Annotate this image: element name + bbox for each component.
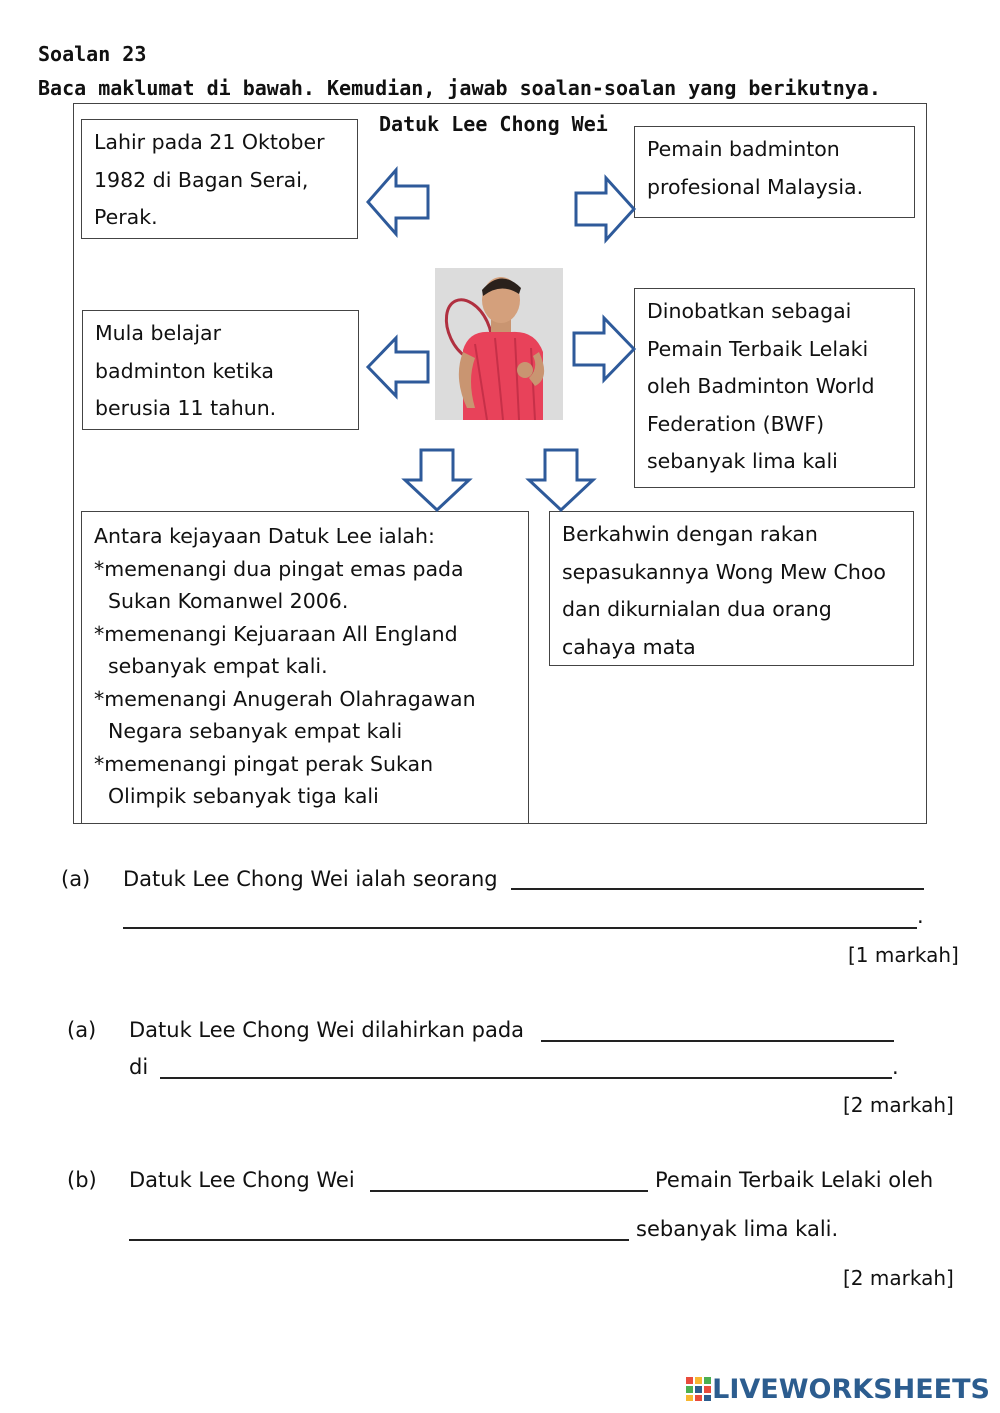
start-line: badminton ketika (95, 358, 274, 383)
answer-blank[interactable] (160, 1077, 892, 1079)
achievement-line: Sukan Komanwel 2006. (108, 589, 349, 613)
start-line: berusia 11 tahun. (95, 396, 277, 420)
diagram-title: Datuk Lee Chong Wei (376, 112, 611, 136)
profession-box (634, 126, 915, 218)
born-line: Lahir pada 21 Oktober (94, 130, 325, 154)
marks-label: [1 markah] (848, 943, 959, 967)
award-box (634, 288, 915, 488)
answer-blank[interactable] (370, 1190, 648, 1192)
marks-label: [2 markah] (843, 1266, 954, 1290)
instruction-text: Baca maklumat di bawah. Kemudian, jawab soalan-soalan yang berikutnya. (38, 76, 881, 100)
achievement-line: *memenangi pingat perak Sukan (94, 751, 434, 776)
right-arrow-icon (572, 316, 636, 382)
question-suffix: sebanyak lima kali. (636, 1217, 839, 1241)
born-line: Perak. (94, 205, 158, 229)
left-arrow-icon (366, 336, 430, 398)
achievement-line: Negara sebanyak empat kali (108, 719, 403, 743)
right-arrow-icon (574, 176, 636, 242)
achievement-line: *memenangi Kejuaraan All England (94, 621, 458, 646)
answer-blank[interactable] (129, 1239, 629, 1241)
award-line: Dinobatkan sebagai (647, 299, 852, 323)
sentence-end: . (892, 1055, 899, 1079)
achievement-line: Antara kejayaan Datuk Lee ialah: (94, 524, 435, 548)
question-text: Datuk Lee Chong Wei dilahirkan pada (129, 1018, 525, 1042)
family-line: Berkahwin dengan rakan (562, 522, 818, 546)
start-box (82, 310, 359, 430)
family-line: dan dikurnialan dua orang (562, 597, 832, 621)
sentence-end: . (917, 904, 924, 928)
start-line: Mula belajar (95, 321, 222, 345)
family-box (549, 511, 914, 666)
award-line: Pemain Terbaik Lelaki (647, 336, 869, 361)
answer-blank[interactable] (511, 888, 924, 890)
question-text: Datuk Lee Chong Wei (129, 1168, 355, 1192)
family-line: cahaya mata (562, 634, 696, 659)
down-arrow-icon (403, 448, 471, 512)
marks-label: [2 markah] (843, 1093, 954, 1117)
liveworksheets-logo (686, 1374, 990, 1405)
achievement-line: sebanyak empat kali. (108, 654, 328, 678)
award-line: oleh Badminton World (647, 374, 875, 398)
question-label: (a) (61, 867, 91, 891)
achievements-box (81, 511, 529, 824)
question-text: Datuk Lee Chong Wei ialah seorang (123, 867, 498, 891)
question-label: (b) (67, 1168, 97, 1192)
question-prefix: di (129, 1055, 149, 1079)
answer-blank[interactable] (541, 1040, 894, 1042)
achievement-line: Olimpik sebanyak tiga kali (108, 784, 379, 808)
award-line: Federation (BWF) (647, 411, 825, 436)
family-line: sepasukannya Wong Mew Choo (562, 559, 886, 584)
answer-blank[interactable] (123, 927, 917, 929)
profession-line: Pemain badminton (647, 137, 840, 161)
achievement-line: *memenangi dua pingat emas pada (94, 556, 464, 581)
award-line: sebanyak lima kali (647, 449, 838, 473)
achievement-line: *memenangi Anugerah Olahragawan (94, 686, 476, 711)
logo-text: LIVEWORKSHEETS (712, 1374, 990, 1405)
question-label: (a) (67, 1018, 97, 1042)
left-arrow-icon (366, 168, 430, 236)
question-number: Soalan 23 (38, 42, 147, 66)
player-photo-graphic (435, 268, 563, 420)
down-arrow-icon (527, 448, 595, 512)
born-line: 1982 di Bagan Serai, (94, 167, 309, 192)
question-middle: Pemain Terbaik Lelaki oleh (655, 1168, 934, 1192)
logo-icon (686, 1377, 712, 1401)
born-box (81, 119, 358, 239)
player-photo (435, 268, 563, 420)
profession-line: profesional Malaysia. (647, 174, 864, 199)
